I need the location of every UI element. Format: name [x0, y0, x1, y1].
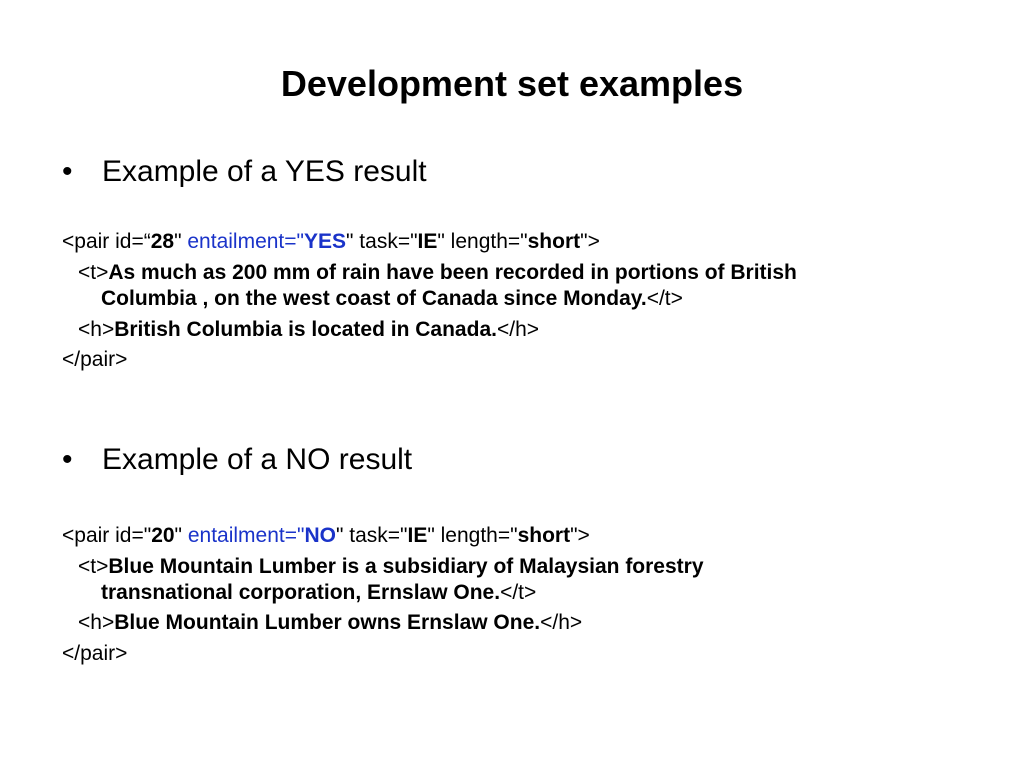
pair-open-line-no [62, 523, 590, 549]
t-text-cont: Columbia , on the west coast of Canada since Monday. [101, 287, 647, 310]
length-label: " length=" [437, 230, 528, 253]
t-line-no [78, 554, 704, 580]
quote: " [174, 524, 188, 547]
pair-prefix: <pair id=“ [62, 230, 151, 253]
pair-close-no: </pair> [62, 642, 128, 665]
pair-prefix: <pair id=" [62, 524, 152, 547]
bullet-dot-icon: • [62, 155, 73, 188]
entailment-label: entailment=" [187, 524, 305, 547]
pair-id: 28 [150, 230, 175, 253]
slide-title: Development set examples [280, 63, 744, 104]
pair-id: 20 [151, 524, 175, 547]
quote: " [174, 230, 188, 253]
t-close-tag: </t> [500, 581, 537, 604]
task-label: " task=" [346, 230, 418, 253]
h-open-tag: <h> [78, 318, 115, 341]
length-value: short [517, 524, 571, 547]
task-value: IE [407, 524, 428, 547]
pair-open-line-yes [62, 229, 600, 255]
entailment-label: entailment=" [187, 230, 304, 253]
pair-close-yes: </pair> [62, 348, 128, 371]
t-line-no-cont [101, 580, 536, 606]
t-text-cont: transnational corporation, Ernslaw One. [101, 581, 501, 604]
bullet-no-text: Example of a NO result [102, 443, 413, 476]
t-open-tag: <t> [78, 555, 109, 578]
t-line-yes-cont [101, 286, 683, 312]
t-text: Blue Mountain Lumber is a subsidiary of Malaysian forestry [108, 555, 704, 578]
task-label: " task=" [335, 524, 408, 547]
bullet-yes-text: Example of a YES result [102, 155, 427, 188]
h-close-tag: </h> [496, 318, 540, 341]
t-open-tag: <t> [78, 261, 109, 284]
t-text: As much as 200 mm of rain have been recorded in portions of British [108, 261, 797, 284]
h-text: Blue Mountain Lumber owns Ernslaw One. [114, 611, 541, 634]
h-line-no [78, 610, 582, 636]
task-value: IE [417, 230, 438, 253]
entailment-value: NO [304, 524, 336, 547]
bullet-no [62, 442, 412, 478]
h-close-tag: </h> [540, 611, 583, 634]
bullet-yes [62, 154, 427, 190]
h-line-yes [78, 317, 539, 343]
length-value: short [527, 230, 581, 253]
t-line-yes [78, 260, 797, 286]
bullet-dot-icon: • [62, 443, 73, 476]
pair-open-close: "> [570, 524, 590, 547]
pair-open-close: "> [580, 230, 600, 253]
h-text: British Columbia is located in Canada. [114, 318, 497, 341]
h-open-tag: <h> [78, 611, 115, 634]
length-label: " length=" [427, 524, 518, 547]
t-close-tag: </t> [646, 287, 683, 310]
entailment-value: YES [303, 230, 347, 253]
